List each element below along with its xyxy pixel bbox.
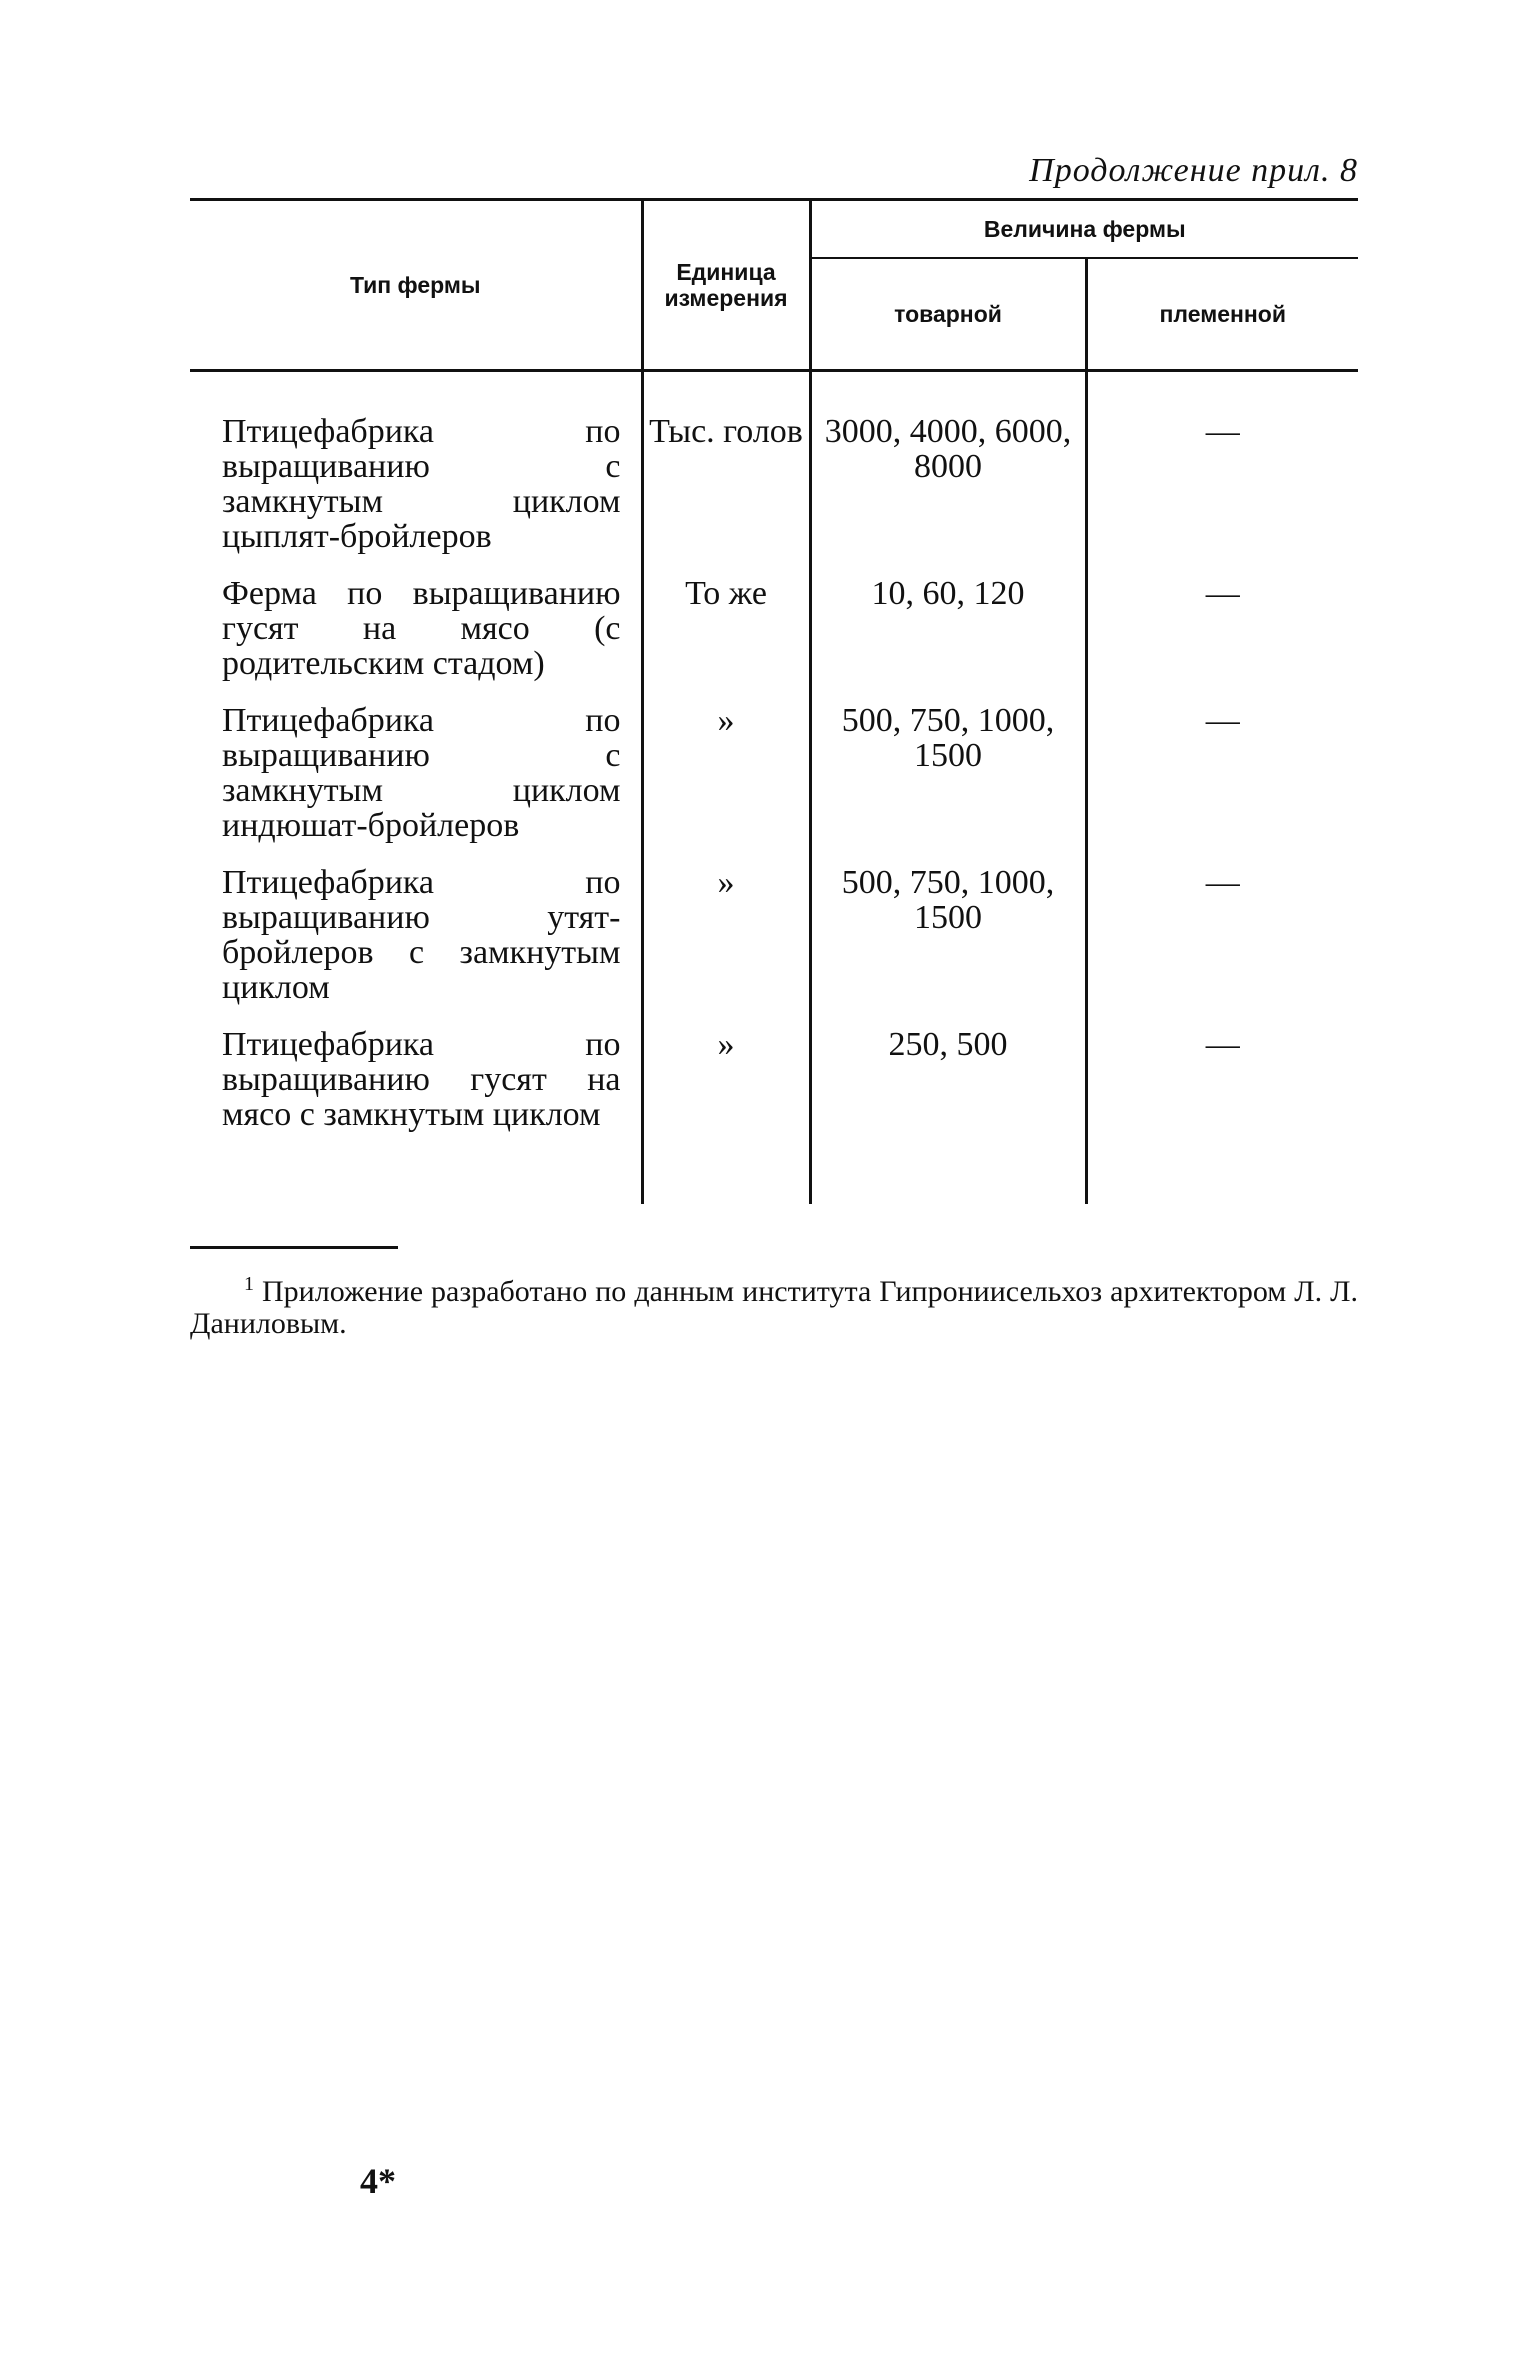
continuation-label: Продолжение прил. 8 — [1029, 152, 1358, 189]
unit-cell: Тыс. голов — [642, 414, 810, 576]
unit-cell: » — [642, 703, 810, 865]
breeding-cell: — — [1205, 413, 1240, 450]
farm-type-cell: Птицефабрика по выращиванию с замкнутым циклом индюшат-бройлеров — [222, 702, 621, 844]
farm-type-cell: Ферма по выращиванию гусят на мясо (с родительским стадом) — [222, 575, 621, 682]
unit-cell: » — [642, 865, 810, 1027]
footnote-divider — [190, 1246, 398, 1249]
footnote-text: Приложение разработано по данным института Гипрониисельхоз архитектором Л. Л. Даниловым. — [190, 1275, 1358, 1340]
commodity-cell: 500, 750, 1000, 1500 — [810, 865, 1086, 1027]
commodity-cell: 3000, 4000, 6000, 8000 — [810, 414, 1086, 576]
table-row — [190, 703, 1358, 865]
farm-type-cell: Птицефабрика по выращиванию гусят на мясо с замкнутым циклом — [222, 1026, 621, 1133]
breeding-cell: — — [1205, 702, 1240, 739]
footnote-marker: 1 — [244, 1273, 254, 1295]
farm-type-cell: Птицефабрика по выращиванию утят-бройлеров с замкнутым циклом — [222, 864, 621, 1006]
unit-cell: То же — [642, 576, 810, 703]
breeding-cell: — — [1205, 864, 1240, 901]
unit-cell: » — [642, 1027, 810, 1154]
footnote — [190, 1268, 1358, 1340]
breeding-cell: — — [1205, 575, 1240, 612]
commodity-cell: 500, 750, 1000, 1500 — [810, 703, 1086, 865]
commodity-cell: 10, 60, 120 — [810, 576, 1086, 703]
header-commodity: товарной — [810, 258, 1086, 371]
table-row — [190, 576, 1358, 703]
header-farm-size: Величина фермы — [810, 200, 1358, 259]
farm-type-cell: Птицефабрика по выращиванию с замкнутым циклом цыплят-бройлеров — [222, 413, 621, 555]
breeding-cell: — — [1205, 1026, 1240, 1063]
table-row — [190, 414, 1358, 576]
header-breeding: племенной — [1086, 258, 1358, 371]
commodity-cell: 250, 500 — [810, 1027, 1086, 1154]
header-unit: Единица измерения — [642, 200, 810, 371]
farm-size-table — [190, 198, 1358, 1204]
table-row — [190, 1027, 1358, 1154]
table-row — [190, 865, 1358, 1027]
page-number: 4* — [360, 2161, 396, 2201]
header-farm-type: Тип фермы — [190, 200, 642, 371]
